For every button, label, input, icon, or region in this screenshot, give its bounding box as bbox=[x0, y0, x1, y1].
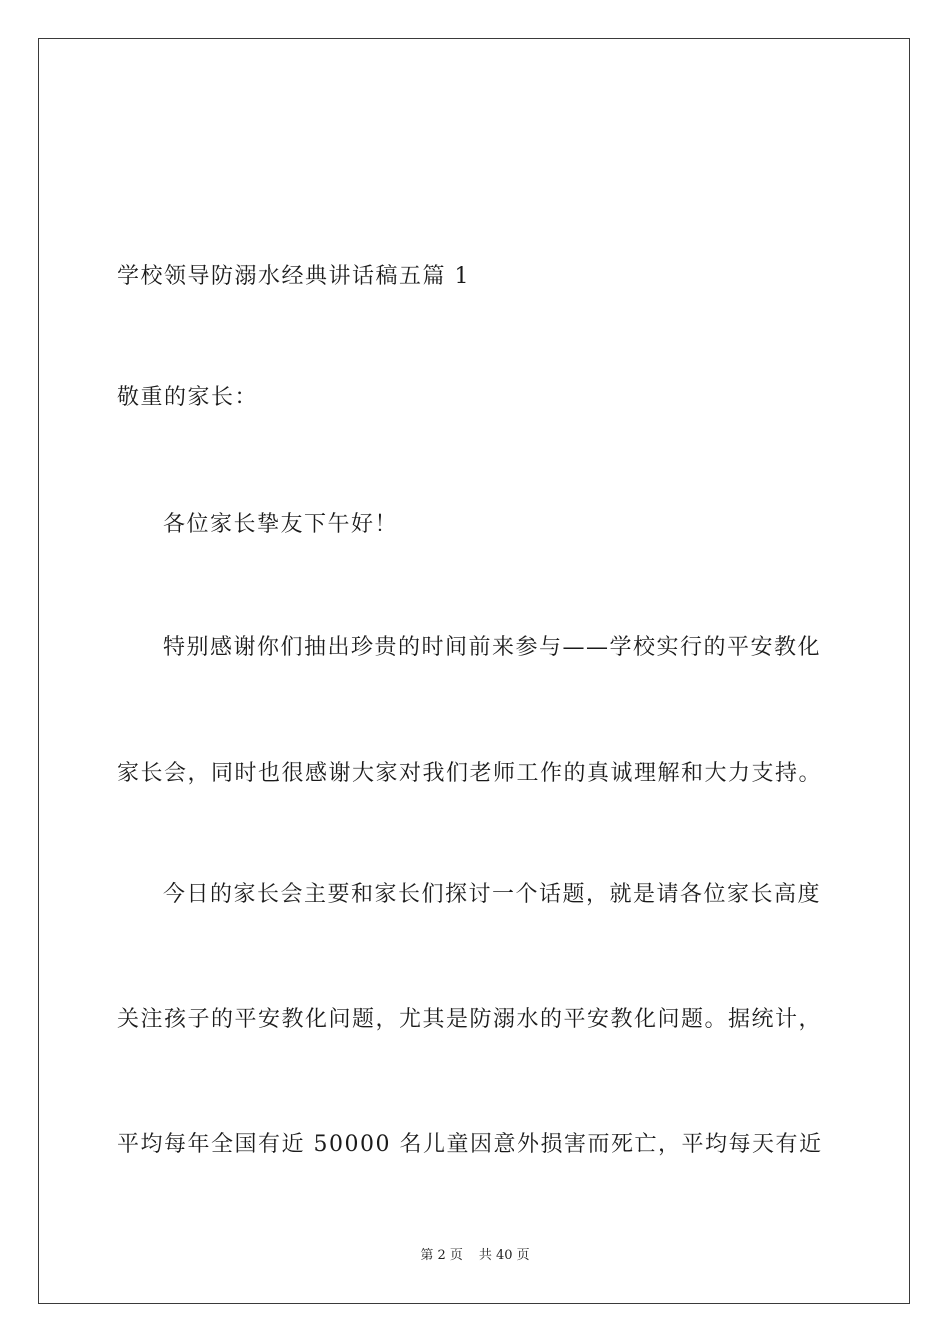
paragraph-line: 今日的家长会主要和家长们探讨一个话题，就是请各位家长高度 bbox=[163, 882, 822, 907]
page-total: 共 40 页 bbox=[478, 1248, 530, 1263]
page-footer bbox=[0, 1247, 950, 1265]
document-title: 学校领导防溺水经典讲话稿五篇 1 bbox=[117, 264, 470, 289]
page-border bbox=[38, 38, 910, 1304]
page-number: 第 2 页 bbox=[420, 1248, 463, 1263]
paragraph-line: 特别感谢你们抽出珍贵的时间前来参与——学校实行的平安教化 bbox=[163, 635, 822, 660]
paragraph-greeting: 各位家长挚友下午好！ bbox=[163, 512, 399, 537]
paragraph-line: 平均每年全国有近 50000 名儿童因意外损害而死亡，平均每天有近 bbox=[117, 1132, 823, 1157]
paragraph-line: 关注孩子的平安教化问题，尤其是防溺水的平安教化问题。据统计， bbox=[117, 1007, 823, 1032]
salutation: 敬重的家长： bbox=[117, 385, 259, 410]
paragraph-line: 家长会，同时也很感谢大家对我们老师工作的真诚理解和大力支持。 bbox=[117, 761, 823, 786]
